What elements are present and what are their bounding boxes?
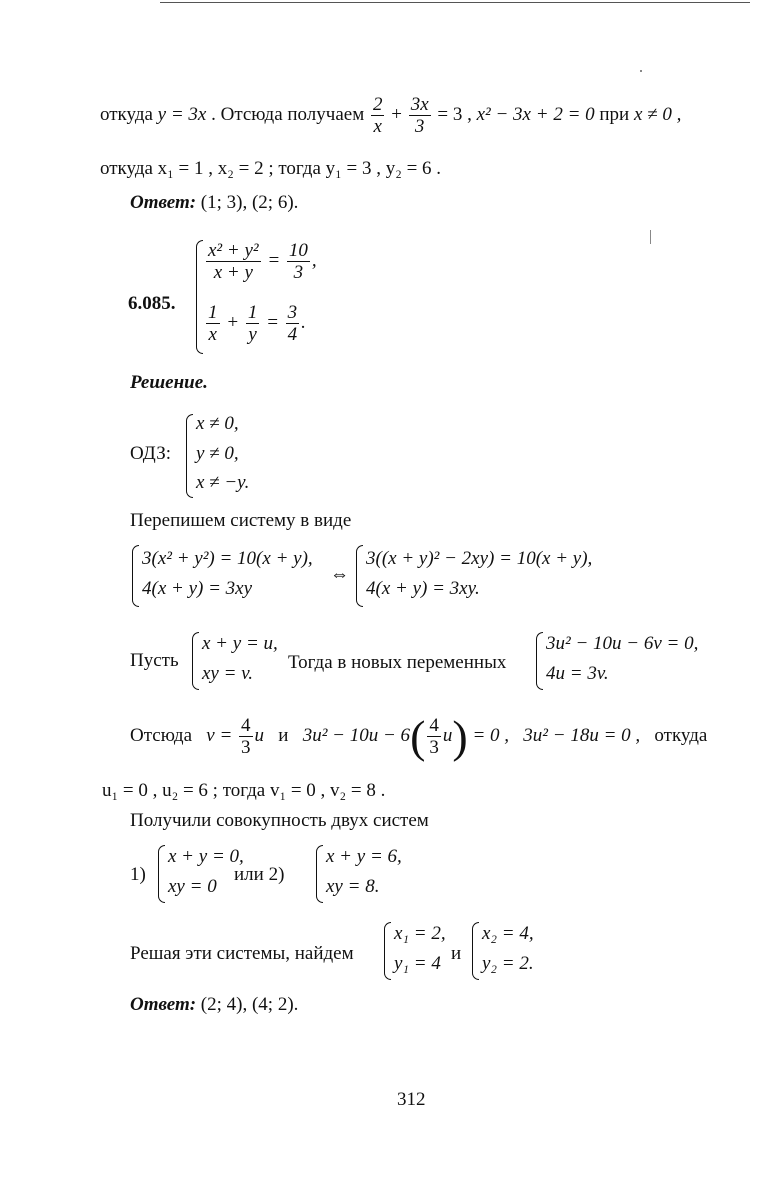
equation: y = 3x — [157, 104, 207, 126]
fraction: $\frac{\text{x² + y²}}{x + y}$ — [208, 240, 259, 284]
solution-label: Решение. — [130, 372, 208, 393]
odz-condition-1: x ≠ 0, — [196, 413, 239, 434]
system-brace — [472, 922, 479, 980]
fraction: $\frac{4}{3}$ — [429, 714, 439, 758]
result-y2: y₂ = 2. — [482, 953, 534, 974]
answer-2 — [130, 994, 298, 1016]
equation: x² − 3x + 2 = 0 — [476, 104, 595, 126]
result-x2: x₂ = 4, — [482, 923, 534, 944]
new-eq-2: 4u = 3v. — [546, 663, 609, 684]
text: при — [599, 104, 630, 126]
system-2-eq-1: x + y = 6, — [326, 846, 402, 867]
system-brace — [356, 545, 363, 607]
result-y1: y₁ = 4 — [394, 953, 441, 974]
rewrite-left-1: 3(x² + y²) = 10(x + y), — [142, 548, 313, 569]
system-1-eq-2: xy = 0 — [168, 876, 217, 897]
result-x1: x₁ = 2, — [394, 923, 446, 944]
system-brace — [384, 922, 391, 980]
top-edge-rule — [160, 2, 750, 3]
equation: = 0 , — [472, 724, 510, 746]
rewrite-text: Перепишем систему в виде — [130, 510, 352, 531]
fraction: $\frac{4}{3}$ — [241, 714, 251, 758]
or-label: или 2) — [234, 864, 285, 885]
page-number: 312 — [397, 1089, 426, 1110]
odz-condition-3: x ≠ −y. — [196, 472, 250, 493]
text: откуда — [100, 104, 153, 126]
line-1 — [100, 94, 681, 138]
sub-eq-2: xy = v. — [202, 663, 253, 684]
fraction: $\frac{1}{x}$ — [208, 302, 218, 346]
scan-speck — [640, 70, 642, 72]
derive-line: Отсюда v = $\frac{4}{3}$ u и 3u² − 10u − 6( $\frac{4}{3}$ u) = 0 , 3u² − 18u = 0 , откуда — [130, 711, 708, 762]
system-1-label: 1) — [130, 864, 146, 885]
system-brace — [196, 240, 203, 354]
fraction: $\frac{2}{x}$ — [372, 94, 383, 138]
rewrite-right-2: 4(x + y) = 3xy. — [366, 578, 480, 599]
system-eq-2: $\frac{1}{x}$ + $\frac{1}{y}$ = $\frac{3}{4}$ . — [208, 302, 306, 346]
text: Отсюда — [130, 724, 193, 746]
text: . Отсюда получаем — [211, 104, 365, 126]
fraction: $\frac{3x}{3}$ — [410, 94, 429, 138]
fraction: $\frac{3}{4}$ — [287, 302, 298, 346]
new-eq-1: 3u² − 10u − 6v = 0, — [546, 633, 699, 654]
solving-text: Решая эти системы, найдем — [130, 943, 354, 964]
problem-number: 6.085. — [128, 293, 176, 314]
answer-value: (1; 3), (2; 6). — [200, 192, 299, 213]
system-brace — [192, 632, 199, 690]
system-brace — [536, 632, 543, 690]
equation: = 3 , — [437, 104, 472, 126]
equation: x ≠ 0 , — [633, 104, 682, 126]
and-text: и — [451, 943, 462, 964]
roots-line: u₁ = 0 , u₂ = 6 ; тогда v₁ = 0 , v₂ = 8 . — [102, 780, 386, 801]
answer-label: Ответ: — [130, 994, 197, 1015]
system-1-eq-1: x + y = 0, — [168, 846, 244, 867]
system-brace — [158, 845, 165, 903]
answer-1 — [130, 192, 298, 214]
equivalence-arrow: ⇔ — [330, 564, 349, 585]
line-2: откуда x₁ = 1 , x₂ = 2 ; тогда y₁ = 3 , y₂ = 6 . — [100, 158, 442, 179]
union-text: Получили совокупность двух систем — [130, 810, 429, 831]
rewrite-right-1: 3((x + y)² − 2xy) = 10(x + y), — [366, 548, 593, 569]
text: откуда — [654, 724, 708, 746]
then-text: Тогда в новых переменных — [288, 652, 507, 673]
let-text: Пусть — [130, 650, 179, 671]
odz-label: ОДЗ: — [130, 443, 172, 464]
fraction: $\frac{1}{y}$ — [247, 302, 258, 346]
equation: v = — [206, 724, 233, 746]
system-brace — [132, 545, 139, 607]
rewrite-left-2: 4(x + y) = 3xy — [142, 578, 253, 599]
system-brace — [186, 414, 193, 498]
system-brace — [316, 845, 323, 903]
answer-label: Ответ: — [130, 192, 197, 213]
system-2-eq-2: xy = 8. — [326, 876, 380, 897]
equation: 3u² − 10u − 6 — [302, 724, 411, 746]
system-eq-1: $\frac{\text{x² + y²}}{x + y}$ = $\frac{10}{3}$ , — [208, 240, 317, 284]
fraction: $\frac{10}{3}$ — [288, 240, 308, 284]
scan-speck — [650, 230, 651, 244]
sub-eq-1: x + y = u, — [202, 633, 278, 654]
answer-value: (2; 4), (4; 2). — [200, 994, 299, 1015]
operator: + — [391, 104, 402, 126]
odz-condition-2: y ≠ 0, — [196, 443, 239, 464]
equation: 3u² − 18u = 0 , — [523, 724, 641, 746]
text: и — [278, 724, 289, 746]
